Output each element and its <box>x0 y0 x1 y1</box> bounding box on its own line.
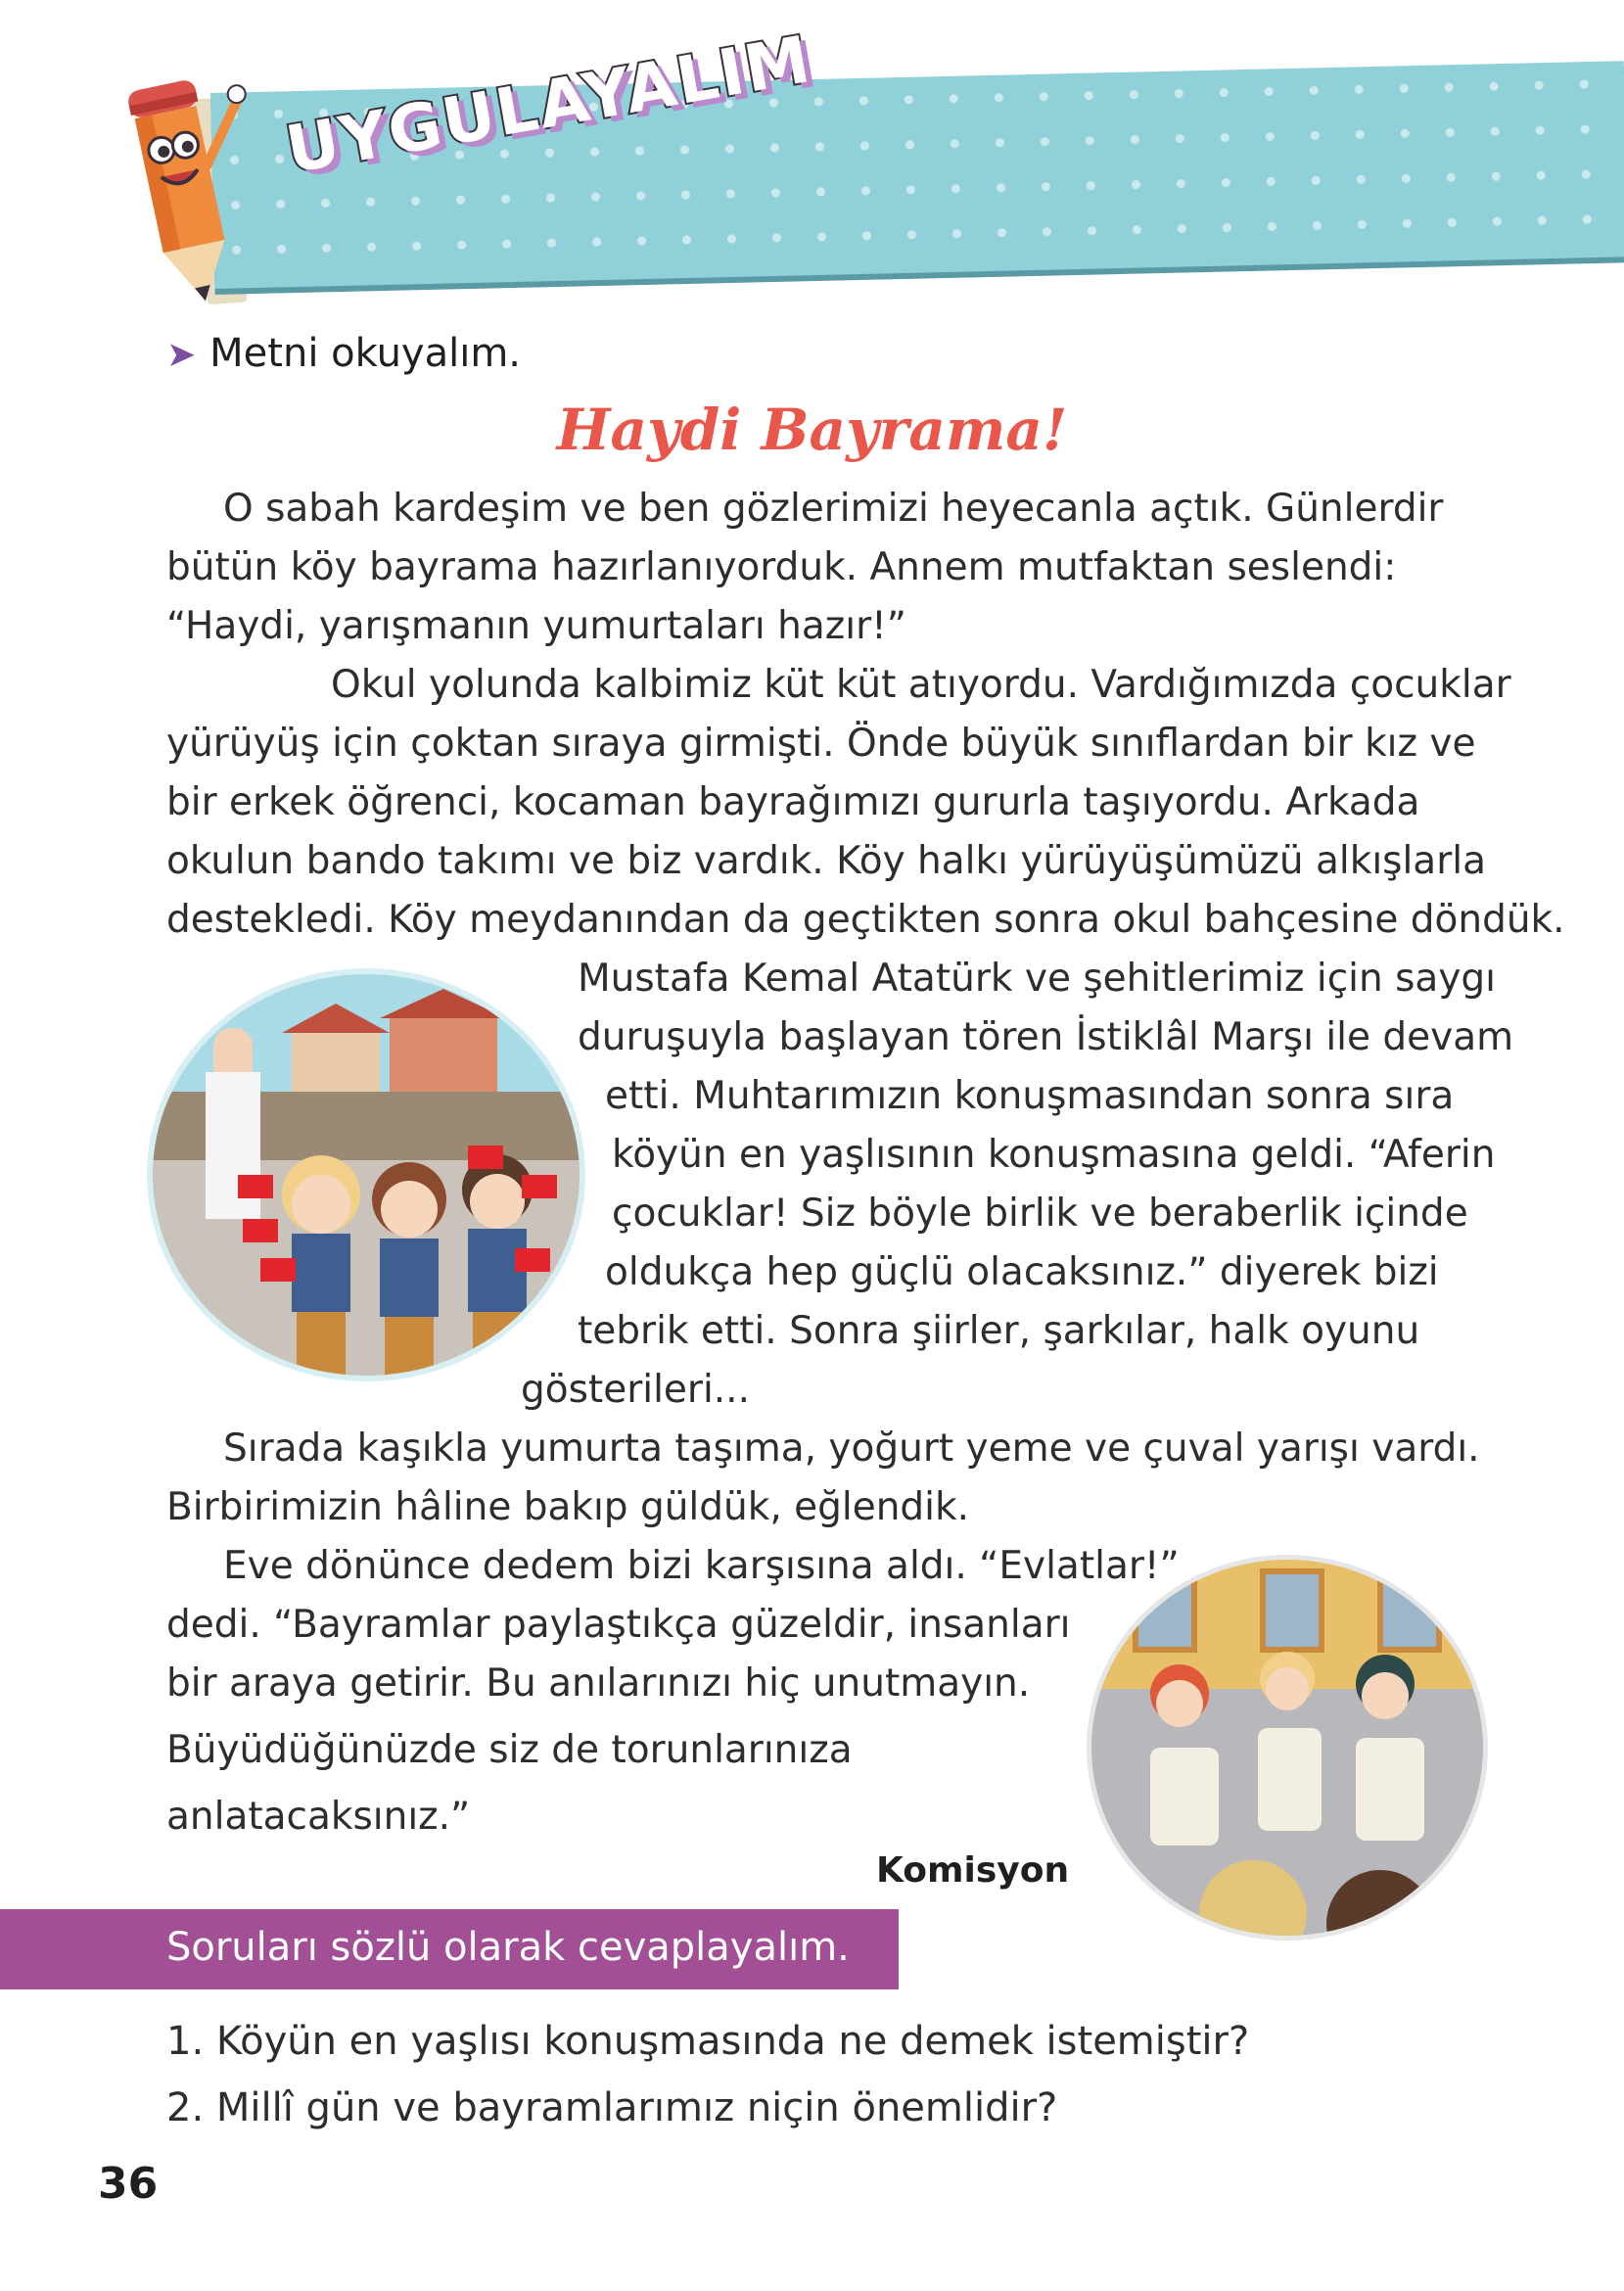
story-line: okulun bando takımı ve biz vardık. Köy halkı yürüyüşümüzü alkışlarla <box>166 839 1486 883</box>
questions-banner-text: Soruları sözlü olarak cevaplayalım. <box>166 1925 850 1970</box>
questions-banner <box>0 1909 899 1989</box>
story-line: dedi. “Bayramlar paylaştıkça güzeldir, insanları <box>166 1603 1071 1647</box>
section-title: UYGULAYALIM <box>280 21 817 188</box>
author: Komisyon <box>876 1850 1070 1891</box>
story-line: O sabah kardeşim ve ben gözlerimizi heyecanla açtık. Günlerdir <box>223 487 1444 531</box>
pencil-mascot-icon <box>93 54 269 318</box>
story-line: anlatacaksınız.” <box>166 1795 471 1839</box>
story-title: Haydi Bayrama! <box>556 397 1068 463</box>
story-line: köyün en yaşlısının konuşmasına geldi. “Aferin <box>612 1133 1496 1177</box>
story-line: destekledi. Köy meydanından da geçtikten sonra okul bahçesine döndük. <box>166 898 1565 942</box>
story-line: etti. Muhtarımızın konuşmasından sonra sıra <box>605 1074 1455 1118</box>
instruction-text: Metni okuyalım. <box>209 331 522 376</box>
story-line: bütün köy bayrama hazırlanıyorduk. Annem mutfaktan seslendi: <box>166 545 1397 589</box>
story-line: yürüyüş için çoktan sıraya girmişti. Önde büyük sınıflardan bir kız ve <box>166 722 1476 766</box>
story-line: Büyüdüğünüzde siz de torunlarınıza <box>166 1728 853 1772</box>
page-number: 36 <box>98 2159 159 2209</box>
story-line: oldukça hep güçlü olacaksınız.” diyerek bizi <box>605 1250 1439 1294</box>
story-line: Eve dönünce dedem bizi karşısına aldı. “Evlatlar!” <box>223 1544 1180 1588</box>
story-line: tebrik etti. Sonra şiirler, şarkılar, halk oyunu <box>578 1309 1420 1353</box>
story-line: gösterileri... <box>521 1368 750 1412</box>
question-item: 1. Köyün en yaşlısı konuşmasında ne demek istemiştir? <box>166 2019 1250 2064</box>
story-line: “Haydi, yarışmanın yumurtaları hazır!” <box>166 604 906 648</box>
sack-race-illustration <box>1087 1552 1488 1943</box>
question-item: 2. Millî gün ve bayramlarımız niçin önemlidir? <box>166 2085 1058 2130</box>
story-line: Mustafa Kemal Atatürk ve şehitlerimiz için saygı <box>578 957 1496 1001</box>
children-with-flags-illustration <box>145 964 587 1385</box>
story-line: duruşuyla başlayan tören İstiklâl Marşı ile devam <box>578 1015 1514 1059</box>
story-line: bir erkek öğrenci, kocaman bayrağımızı gururla taşıyordu. Arkada <box>166 780 1420 824</box>
story-line: Okul yolunda kalbimiz küt küt atıyordu. Vardığımızda çocuklar <box>331 663 1511 707</box>
story-line: Sırada kaşıkla yumurta taşıma, yoğurt yeme ve çuval yarışı vardı. <box>223 1426 1480 1471</box>
story-line: Birbirimizin hâline bakıp güldük, eğlendik. <box>166 1485 969 1529</box>
story-line: bir araya getirir. Bu anılarınızı hiç unutmayın. <box>166 1661 1031 1706</box>
story-line: çocuklar! Siz böyle birlik ve beraberlik içinde <box>612 1192 1468 1236</box>
arrow-right-icon: ➤ <box>166 335 197 375</box>
instruction <box>166 331 521 376</box>
